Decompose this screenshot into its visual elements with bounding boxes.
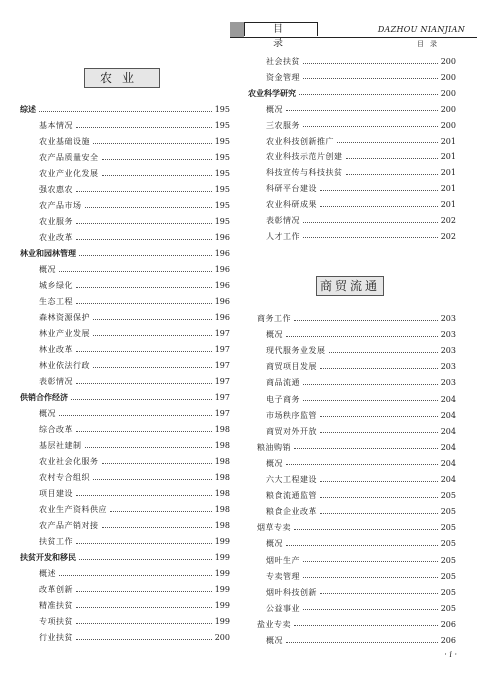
toc-entry bbox=[39, 519, 230, 533]
toc-leader-dots bbox=[76, 591, 212, 592]
toc-entry-page: 200 bbox=[440, 72, 456, 82]
toc-entry bbox=[266, 570, 456, 584]
toc-entry bbox=[39, 135, 230, 149]
toc-entry-title: 概况 bbox=[39, 265, 56, 274]
toc-entry-title: 粮食企业改革 bbox=[266, 507, 317, 517]
toc-leader-dots bbox=[320, 416, 438, 417]
toc-entry bbox=[266, 586, 456, 600]
toc-entry bbox=[39, 167, 230, 181]
toc-entry-page: 205 bbox=[440, 539, 456, 549]
toc-leader-dots bbox=[346, 174, 438, 175]
toc-entry-title: 社会扶贫 bbox=[266, 57, 300, 66]
toc-entry-title: 表彰情况 bbox=[39, 377, 73, 386]
toc-leader-dots bbox=[93, 335, 212, 336]
toc-leader-dots bbox=[294, 448, 438, 449]
toc-entry-title: 扶贫工作 bbox=[39, 537, 73, 546]
toc-leader-dots bbox=[76, 431, 212, 432]
toc-leader-dots bbox=[76, 223, 212, 224]
toc-leader-dots bbox=[303, 222, 438, 223]
toc-entry-title: 农产品质量安全 bbox=[39, 153, 99, 162]
toc-entry-title: 农业产业化发展 bbox=[39, 169, 99, 178]
toc-entry-title: 生态工程 bbox=[39, 297, 73, 306]
toc-entry-title: 公益事业 bbox=[266, 603, 300, 613]
toc-entry bbox=[266, 376, 456, 390]
toc-entry-title: 科研平台建设 bbox=[266, 184, 317, 194]
toc-entry-page: 196 bbox=[214, 281, 230, 290]
toc-leader-dots bbox=[329, 352, 438, 353]
toc-entry bbox=[39, 231, 230, 245]
toc-leader-dots bbox=[79, 255, 212, 256]
toc-entry bbox=[266, 360, 456, 374]
toc-entry-page: 200 bbox=[440, 57, 456, 66]
toc-entry-title: 项目建设 bbox=[39, 489, 73, 498]
toc-entry-page: 199 bbox=[214, 585, 230, 594]
toc-entry-title: 农业社会化服务 bbox=[39, 457, 99, 466]
toc-leader-dots bbox=[286, 336, 438, 337]
toc-entry-title: 专卖管理 bbox=[266, 571, 300, 581]
toc-entry-page: 200 bbox=[214, 633, 230, 642]
header-title: 目 录 bbox=[244, 22, 318, 36]
toc-entry-title: 概况 bbox=[266, 104, 283, 114]
toc-entry bbox=[39, 487, 230, 501]
toc-entry-page: 195 bbox=[214, 201, 230, 210]
toc-entry-title: 粮食流通监管 bbox=[266, 491, 317, 501]
toc-leader-dots bbox=[337, 142, 438, 143]
toc-entry-title: 农业科学研究 bbox=[248, 88, 296, 98]
toc-entry bbox=[266, 554, 456, 568]
toc-entry-page: 197 bbox=[214, 377, 230, 386]
toc-entry-page: 203 bbox=[440, 362, 456, 372]
toc-entry-title: 基本情况 bbox=[39, 121, 73, 130]
toc-leader-dots bbox=[320, 513, 438, 514]
toc-entry-title: 商贸对外开放 bbox=[266, 426, 317, 436]
toc-entry-page: 198 bbox=[214, 441, 230, 450]
toc-leader-dots bbox=[299, 94, 438, 95]
toc-entry-title: 三农服务 bbox=[266, 120, 300, 130]
toc-entry-title: 城乡绿化 bbox=[39, 281, 73, 290]
toc-leader-dots bbox=[303, 561, 438, 562]
toc-entry bbox=[39, 567, 230, 581]
toc-entry bbox=[39, 311, 230, 325]
toc-entry bbox=[39, 439, 230, 453]
toc-entry bbox=[39, 423, 230, 437]
toc-entry-page: 196 bbox=[214, 265, 230, 274]
toc-leader-dots bbox=[59, 271, 212, 272]
toc-entry bbox=[39, 583, 230, 597]
toc-entry bbox=[266, 634, 456, 648]
toc-entry-page: 205 bbox=[440, 523, 456, 533]
toc-leader-dots bbox=[76, 127, 212, 128]
toc-entry bbox=[266, 328, 456, 342]
toc-leader-dots bbox=[303, 384, 438, 385]
toc-entry-title: 粮油购销 bbox=[257, 442, 291, 452]
toc-entry bbox=[39, 455, 230, 469]
page-number: · i · bbox=[444, 650, 457, 659]
toc-entry-page: 205 bbox=[440, 491, 456, 501]
toc-entry-page: 201 bbox=[440, 152, 456, 162]
toc-entry-title: 林业改革 bbox=[39, 345, 73, 354]
toc-entry-title: 概况 bbox=[266, 458, 283, 468]
toc-leader-dots bbox=[93, 479, 212, 480]
toc-entry-page: 197 bbox=[214, 345, 230, 354]
toc-entry bbox=[266, 182, 456, 196]
toc-entry bbox=[39, 199, 230, 213]
toc-entry-title: 农业科技示范片创建 bbox=[266, 152, 343, 162]
toc-leader-dots bbox=[76, 543, 212, 544]
toc-entry bbox=[266, 230, 456, 244]
toc-entry-title: 林业和园林管理 bbox=[20, 249, 76, 258]
toc-entry-title: 综合改革 bbox=[39, 425, 73, 434]
toc-entry-title: 烟草专卖 bbox=[257, 523, 291, 533]
toc-entry bbox=[266, 166, 456, 180]
toc-entry-page: 200 bbox=[440, 88, 456, 98]
toc-entry bbox=[39, 599, 230, 613]
toc-leader-dots bbox=[76, 383, 212, 384]
toc-leader-dots bbox=[102, 175, 212, 176]
toc-entry-page: 196 bbox=[214, 233, 230, 242]
toc-leader-dots bbox=[76, 287, 212, 288]
toc-entry-title: 扶贫开发和移民 bbox=[20, 553, 76, 562]
toc-leader-dots bbox=[294, 625, 438, 626]
toc-entry-page: 205 bbox=[440, 587, 456, 597]
toc-entry-title: 农村专合组织 bbox=[39, 473, 90, 482]
toc-entry bbox=[266, 344, 456, 358]
toc-entry-page: 197 bbox=[214, 393, 230, 402]
header-grey-block bbox=[230, 22, 244, 37]
toc-entry-title: 概况 bbox=[266, 636, 283, 645]
toc-leader-dots bbox=[76, 639, 212, 640]
toc-entry bbox=[257, 312, 456, 326]
toc-entry-title: 概况 bbox=[266, 539, 283, 549]
toc-leader-dots bbox=[59, 415, 212, 416]
toc-entry-page: 201 bbox=[440, 200, 456, 210]
toc-entry bbox=[266, 489, 456, 503]
toc-entry bbox=[39, 375, 230, 389]
toc-entry-page: 197 bbox=[214, 409, 230, 418]
toc-entry-page: 200 bbox=[440, 120, 456, 130]
toc-entry bbox=[266, 393, 456, 407]
toc-entry-page: 201 bbox=[440, 184, 456, 194]
toc-leader-dots bbox=[93, 143, 212, 144]
toc-entry-title: 农业服务 bbox=[39, 217, 73, 226]
toc-entry-page: 198 bbox=[214, 457, 230, 466]
toc-entry-page: 204 bbox=[440, 394, 456, 404]
section-heading-trade: 商贸流通 bbox=[316, 276, 384, 296]
toc-entry-title: 改革创新 bbox=[39, 585, 73, 594]
toc-leader-dots bbox=[93, 367, 212, 368]
toc-entry bbox=[248, 87, 456, 101]
toc-leader-dots bbox=[303, 609, 438, 610]
toc-entry bbox=[20, 391, 230, 405]
toc-entry bbox=[39, 263, 230, 277]
toc-entry bbox=[257, 521, 456, 535]
toc-entry-title: 概述 bbox=[39, 569, 56, 578]
toc-entry bbox=[257, 441, 456, 455]
toc-leader-dots bbox=[294, 529, 438, 530]
toc-entry-page: 195 bbox=[214, 153, 230, 162]
toc-leader-dots bbox=[286, 110, 438, 111]
toc-entry-page: 199 bbox=[214, 553, 230, 562]
toc-leader-dots bbox=[76, 351, 212, 352]
toc-leader-dots bbox=[85, 447, 212, 448]
toc-entry-title: 农业基础设施 bbox=[39, 137, 90, 146]
toc-entry-title: 农产品产销对接 bbox=[39, 521, 99, 530]
toc-entry-title: 商务工作 bbox=[257, 314, 291, 323]
toc-entry-title: 林业产业发展 bbox=[39, 329, 90, 338]
toc-entry-page: 198 bbox=[214, 521, 230, 530]
toc-entry-title: 森林资源保护 bbox=[39, 313, 90, 322]
toc-entry-page: 196 bbox=[214, 297, 230, 306]
toc-entry-title: 专项扶贫 bbox=[39, 617, 73, 626]
toc-entry bbox=[39, 151, 230, 165]
toc-leader-dots bbox=[76, 623, 212, 624]
toc-leader-dots bbox=[71, 399, 212, 400]
toc-leader-dots bbox=[93, 319, 212, 320]
toc-entry-title: 人才工作 bbox=[266, 231, 300, 241]
toc-entry-page: 199 bbox=[214, 569, 230, 578]
toc-entry bbox=[39, 215, 230, 229]
toc-entry-title: 精准扶贫 bbox=[39, 601, 73, 610]
toc-entry bbox=[266, 71, 456, 85]
toc-entry-page: 201 bbox=[440, 168, 456, 178]
toc-entry bbox=[266, 457, 456, 471]
toc-entry bbox=[39, 327, 230, 341]
toc-leader-dots bbox=[102, 159, 212, 160]
toc-entry-page: 205 bbox=[440, 603, 456, 613]
toc-entry-page: 204 bbox=[440, 475, 456, 484]
toc-entry bbox=[266, 537, 456, 551]
toc-entry bbox=[39, 359, 230, 373]
toc-entry bbox=[266, 505, 456, 519]
toc-entry-page: 201 bbox=[440, 136, 456, 146]
toc-entry-title: 概况 bbox=[266, 330, 283, 340]
toc-leader-dots bbox=[76, 239, 212, 240]
toc-leader-dots bbox=[102, 463, 212, 464]
toc-leader-dots bbox=[294, 320, 438, 321]
toc-entry-title: 农产品市场 bbox=[39, 201, 82, 210]
toc-entry bbox=[39, 615, 230, 629]
toc-entry bbox=[39, 471, 230, 485]
toc-leader-dots bbox=[286, 642, 438, 643]
toc-entry-title: 综述 bbox=[20, 105, 36, 114]
toc-entry bbox=[39, 343, 230, 357]
toc-entry-title: 行业扶贫 bbox=[39, 633, 73, 642]
toc-entry-page: 206 bbox=[440, 636, 456, 645]
toc-entry-page: 195 bbox=[214, 105, 230, 114]
toc-entry-title: 农业科技创新推广 bbox=[266, 136, 334, 146]
toc-entry-page: 195 bbox=[214, 217, 230, 226]
toc-entry-title: 电子商务 bbox=[266, 394, 300, 404]
toc-entry-page: 198 bbox=[214, 489, 230, 498]
section-heading-agriculture: 农业 bbox=[84, 68, 160, 88]
toc-entry bbox=[266, 473, 456, 487]
toc-leader-dots bbox=[320, 206, 438, 207]
toc-entry-title: 基层社建制 bbox=[39, 441, 82, 450]
toc-leader-dots bbox=[320, 432, 438, 433]
toc-entry-page: 195 bbox=[214, 169, 230, 178]
toc-leader-dots bbox=[76, 495, 212, 496]
toc-entry-page: 199 bbox=[214, 537, 230, 546]
toc-entry-page: 203 bbox=[440, 314, 456, 323]
toc-entry-title: 供销合作经济 bbox=[20, 393, 68, 402]
toc-entry-page: 198 bbox=[214, 505, 230, 514]
toc-entry-page: 195 bbox=[214, 185, 230, 194]
toc-entry-page: 202 bbox=[440, 231, 456, 241]
toc-entry-page: 196 bbox=[214, 313, 230, 322]
toc-entry bbox=[39, 631, 230, 645]
toc-leader-dots bbox=[39, 111, 212, 112]
toc-leader-dots bbox=[346, 158, 438, 159]
toc-entry-title: 农业生产资料供应 bbox=[39, 505, 107, 514]
toc-entry-page: 196 bbox=[214, 249, 230, 258]
toc-leader-dots bbox=[303, 63, 438, 64]
toc-entry-page: 205 bbox=[440, 555, 456, 565]
toc-entry bbox=[39, 503, 230, 517]
toc-entry bbox=[20, 103, 230, 117]
toc-entry bbox=[39, 535, 230, 549]
toc-entry-page: 203 bbox=[440, 330, 456, 340]
toc-entry bbox=[266, 119, 456, 133]
toc-entry-title: 概况 bbox=[39, 409, 56, 418]
toc-entry bbox=[20, 551, 230, 565]
toc-entry-title: 商品流通 bbox=[266, 378, 300, 388]
toc-entry-page: 205 bbox=[440, 571, 456, 581]
toc-entry bbox=[266, 150, 456, 164]
toc-entry-title: 农业科研成果 bbox=[266, 200, 317, 210]
toc-entry bbox=[266, 214, 456, 228]
toc-entry-page: 199 bbox=[214, 617, 230, 626]
toc-entry bbox=[39, 407, 230, 421]
toc-leader-dots bbox=[303, 237, 438, 238]
toc-entry-title: 现代服务业发展 bbox=[266, 346, 326, 356]
toc-leader-dots bbox=[303, 577, 438, 578]
toc-leader-dots bbox=[76, 607, 212, 608]
toc-entry-page: 205 bbox=[440, 507, 456, 517]
toc-entry-page: 206 bbox=[440, 619, 456, 629]
toc-entry-title: 强农惠农 bbox=[39, 185, 73, 194]
toc-entry-page: 204 bbox=[440, 410, 456, 420]
toc-entry-page: 204 bbox=[440, 458, 456, 468]
toc-entry-page: 203 bbox=[440, 346, 456, 356]
toc-entry-title: 烟叶科技创新 bbox=[266, 587, 317, 597]
toc-entry-title: 市场秩序监管 bbox=[266, 410, 317, 420]
toc-entry-page: 200 bbox=[440, 104, 456, 114]
toc-entry bbox=[266, 135, 456, 149]
toc-entry-title: 科技宣传与科技扶贫 bbox=[266, 168, 343, 178]
toc-entry-title: 农业改革 bbox=[39, 233, 73, 242]
toc-leader-dots bbox=[303, 400, 438, 401]
toc-leader-dots bbox=[76, 303, 212, 304]
header-english-title: DAZHOU NIANJIAN bbox=[377, 25, 465, 34]
toc-leader-dots bbox=[320, 593, 438, 594]
toc-entry bbox=[266, 409, 456, 423]
toc-entry-page: 199 bbox=[214, 601, 230, 610]
toc-leader-dots bbox=[79, 559, 212, 560]
toc-entry bbox=[39, 279, 230, 293]
toc-entry bbox=[266, 425, 456, 439]
toc-leader-dots bbox=[320, 368, 438, 369]
toc-entry-page: 198 bbox=[214, 425, 230, 434]
toc-entry bbox=[39, 295, 230, 309]
toc-leader-dots bbox=[85, 207, 212, 208]
toc-entry-title: 六大工程建设 bbox=[266, 475, 317, 484]
toc-leader-dots bbox=[59, 575, 212, 576]
toc-entry-page: 197 bbox=[214, 329, 230, 338]
toc-entry-page: 204 bbox=[440, 442, 456, 452]
toc-leader-dots bbox=[303, 126, 438, 127]
toc-leader-dots bbox=[320, 497, 438, 498]
toc-entry bbox=[39, 119, 230, 133]
toc-entry-title: 商贸项目发展 bbox=[266, 362, 317, 372]
toc-entry-page: 203 bbox=[440, 378, 456, 388]
toc-entry bbox=[266, 198, 456, 212]
toc-entry-title: 表彰情况 bbox=[266, 216, 300, 225]
toc-leader-dots bbox=[286, 464, 438, 465]
toc-leader-dots bbox=[286, 545, 438, 546]
toc-entry-title: 林业依法行政 bbox=[39, 361, 90, 370]
toc-entry-page: 195 bbox=[214, 121, 230, 130]
toc-entry bbox=[266, 55, 456, 69]
toc-leader-dots bbox=[320, 481, 438, 482]
toc-entry bbox=[266, 602, 456, 616]
toc-entry-page: 197 bbox=[214, 361, 230, 370]
toc-entry-page: 198 bbox=[214, 473, 230, 482]
header-subtitle: 目录 bbox=[417, 40, 443, 48]
toc-leader-dots bbox=[303, 78, 438, 79]
toc-entry bbox=[266, 103, 456, 117]
toc-leader-dots bbox=[110, 511, 212, 512]
toc-entry bbox=[20, 247, 230, 261]
toc-entry-title: 资金管理 bbox=[266, 72, 300, 82]
toc-entry-page: 195 bbox=[214, 137, 230, 146]
toc-entry-page: 204 bbox=[440, 426, 456, 436]
toc-leader-dots bbox=[320, 190, 438, 191]
toc-leader-dots bbox=[102, 527, 212, 528]
toc-entry bbox=[257, 618, 456, 632]
toc-entry bbox=[39, 183, 230, 197]
toc-leader-dots bbox=[76, 191, 212, 192]
toc-entry-page: 202 bbox=[440, 216, 456, 225]
toc-entry-title: 盐业专卖 bbox=[257, 619, 291, 629]
toc-entry-title: 烟叶生产 bbox=[266, 555, 300, 565]
